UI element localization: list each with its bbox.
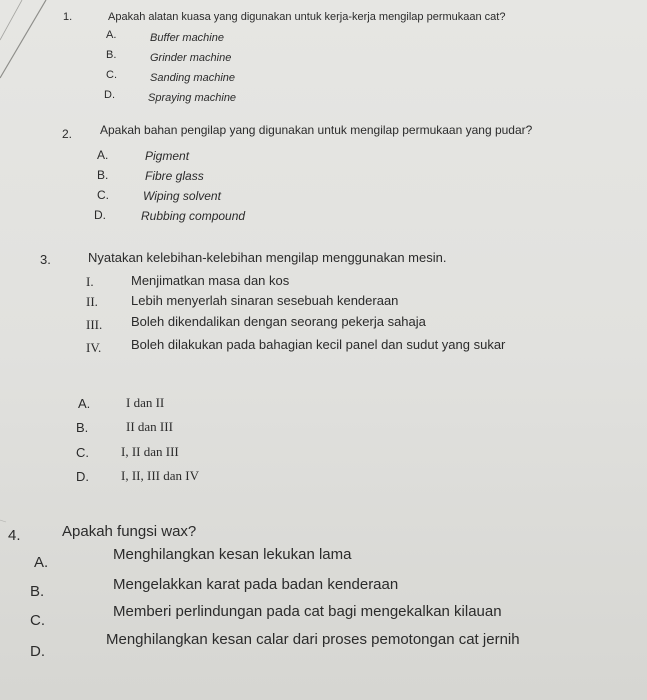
question-number: 1. [63,11,73,23]
statement-label: III. [86,317,103,332]
option-label: A. [78,396,91,411]
option-label: B. [97,168,109,182]
option-label: C. [97,188,109,202]
option-label: C. [76,445,89,460]
option-label: A. [34,554,49,571]
option-label: D. [30,643,45,660]
option-label: B. [106,49,117,61]
option-label: D. [76,469,89,484]
option-text: Buffer machine [150,32,224,44]
option-text: Spraying machine [148,92,237,104]
option-text: I dan II [126,395,165,410]
option-text: Memberi perlindungan pada cat bagi mengekalkan kilauan [113,603,502,620]
option-text: Menghilangkan kesan lekukan lama [113,546,352,563]
option-label: B. [76,420,89,435]
statement-text: Menjimatkan masa dan kos [131,273,290,288]
question-text: Apakah alatan kuasa yang digunakan untuk kerja-kerja mengilap permukaan cat? [108,11,506,23]
option-text: Menghilangkan kesan calar dari proses pemotongan cat jernih [106,631,520,648]
option-text: Rubbing compound [141,209,246,223]
option-text: Fibre glass [145,169,204,183]
statement-label: II. [86,294,98,309]
option-label: A. [106,29,117,41]
question-text: Apakah bahan pengilap yang digunakan untuk mengilap permukaan yang pudar? [100,123,533,137]
option-text: Grinder machine [150,52,232,64]
option-label: D. [94,208,106,222]
option-text: Mengelakkan karat pada badan kenderaan [113,576,399,593]
question-number: 4. [8,527,21,544]
statement-label: IV. [86,340,102,355]
option-text: Wiping solvent [143,189,221,203]
option-text: II dan III [126,419,173,434]
option-label: C. [106,69,117,81]
statement-text: Lebih menyerlah sinaran sesebuah kenderaan [131,293,399,308]
question-number: 3. [40,252,51,267]
option-label: C. [30,612,45,629]
question-text: Nyatakan kelebihan-kelebihan mengilap menggunakan mesin. [88,250,447,265]
statement-label: I. [86,274,94,289]
option-text: I, II, III dan IV [121,468,199,483]
statement-text: Boleh dilakukan pada bahagian kecil panel dan sudut yang sukar [131,337,506,352]
option-text: Sanding machine [150,72,236,84]
option-text: I, II dan III [121,444,179,459]
option-label: D. [104,89,115,101]
question-number: 2. [62,127,73,141]
question-text: Apakah fungsi wax? [62,523,197,540]
option-text: Pigment [145,149,190,163]
option-label: A. [97,148,109,162]
option-label: B. [30,583,45,600]
statement-text: Boleh dikendalikan dengan seorang pekerja sahaja [131,314,426,329]
